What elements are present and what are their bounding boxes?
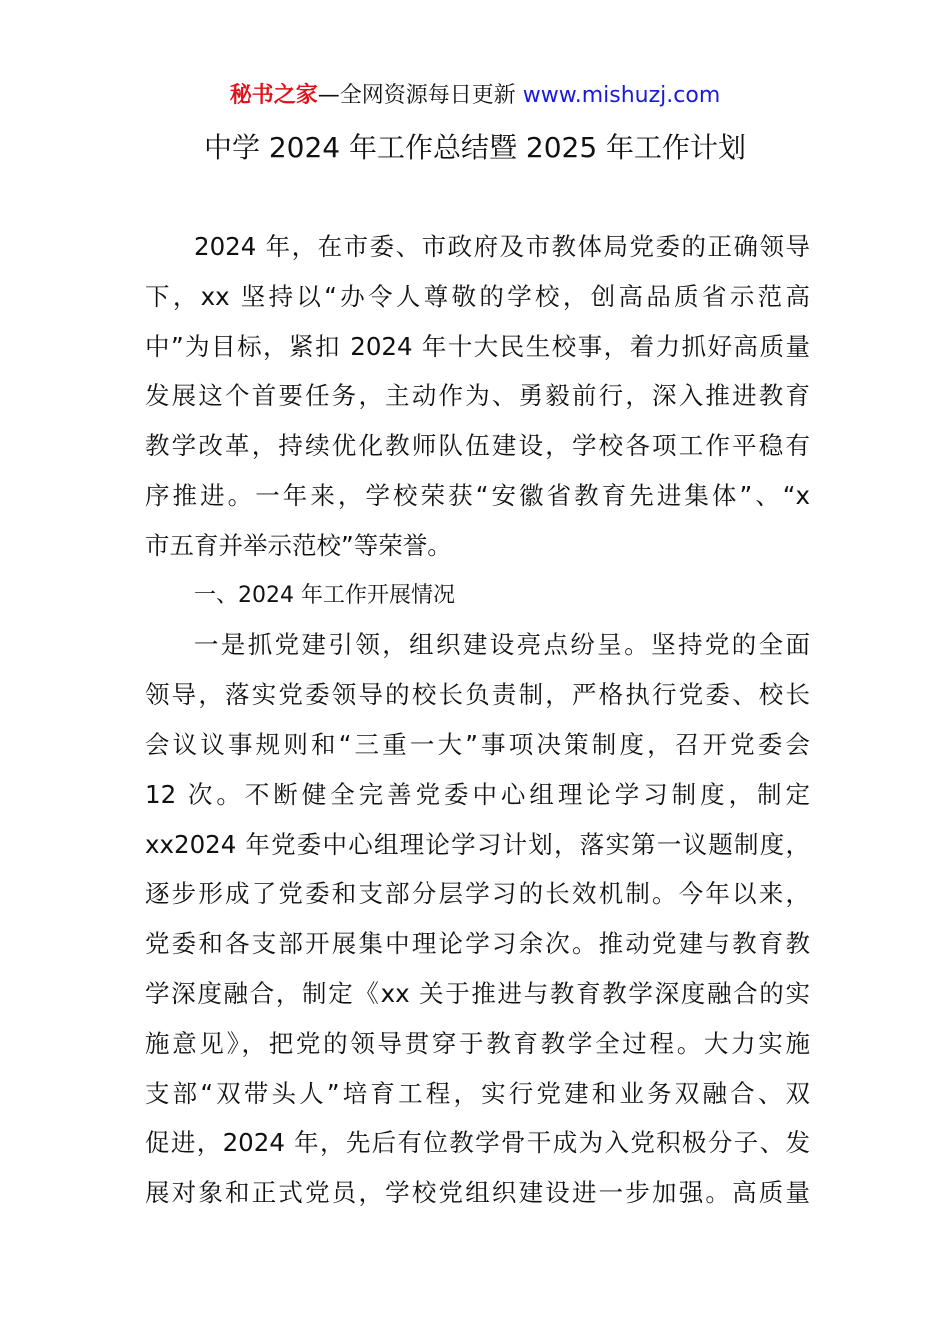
paragraph-line: 下，xx 坚持以“办令人尊敬的学校，创高品质省示范高 bbox=[145, 281, 810, 311]
paragraph-line: 逐步形成了党委和支部分层学习的长效机制。今年以来， bbox=[145, 879, 810, 909]
paragraph-line: 教学改革，持续优化教师队伍建设，学校各项工作平稳有 bbox=[145, 431, 810, 461]
paragraph-line: 一是抓党建引领，组织建设亮点纷呈。坚持党的全面 bbox=[194, 630, 810, 660]
paragraph-line: 序推进。一年来，学校荣获“安徽省教育先进集体”、“x bbox=[145, 480, 810, 510]
paragraph-line: 党委和各支部开展集中理论学习余次。推动党建与教育教 bbox=[145, 929, 810, 959]
paragraph-line: 展对象和正式党员，学校党组织建设进一步加强。高质量 bbox=[145, 1178, 810, 1208]
document-title: 中学 2024 年工作总结暨 2025 年工作计划 bbox=[203, 131, 747, 164]
paragraph-line: 2024 年，在市委、市政府及市教体局党委的正确领导 bbox=[194, 232, 810, 261]
section-heading: 一、2024 年工作开展情况 bbox=[194, 582, 455, 608]
site-header bbox=[0, 80, 950, 112]
paragraph-line: 领导，落实党委领导的校长负责制，严格执行党委、校长 bbox=[145, 680, 810, 710]
document-body bbox=[145, 222, 810, 1218]
paragraph-line: 12 次。不断健全完善党委中心组理论学习制度，制定 bbox=[145, 779, 810, 809]
header-tagline: —全网资源每日更新 bbox=[317, 83, 523, 108]
site-url-link[interactable]: www.mishuzj.com bbox=[522, 83, 721, 108]
paragraph-line: 发展这个首要任务，主动作为、勇毅前行，深入推进教育 bbox=[145, 381, 810, 411]
paragraph-line: 学深度融合，制定《xx 关于推进与教育教学深度融合的实 bbox=[145, 978, 810, 1008]
paragraph-line: xx2024 年党委中心组理论学习计划，落实第一议题制度， bbox=[145, 829, 810, 859]
brand-name: 秘书之家 bbox=[229, 83, 318, 108]
paragraph-line: 支部“双带头人”培育工程，实行党建和业务双融合、双 bbox=[145, 1078, 810, 1108]
paragraph-line: 市五育并举示范校”等荣誉。 bbox=[145, 530, 452, 560]
paragraph-line: 促进，2024 年，先后有位教学骨干成为入党积极分子、发 bbox=[145, 1128, 810, 1158]
paragraph-line: 施意见》，把党的领导贯穿于教育教学全过程。大力实施 bbox=[145, 1028, 810, 1058]
paragraph-line: 中”为目标，紧扣 2024 年十大民生校事，着力抓好高质量 bbox=[145, 331, 810, 361]
paragraph-line: 会议议事规则和“三重一大”事项决策制度，召开党委会 bbox=[145, 729, 810, 759]
